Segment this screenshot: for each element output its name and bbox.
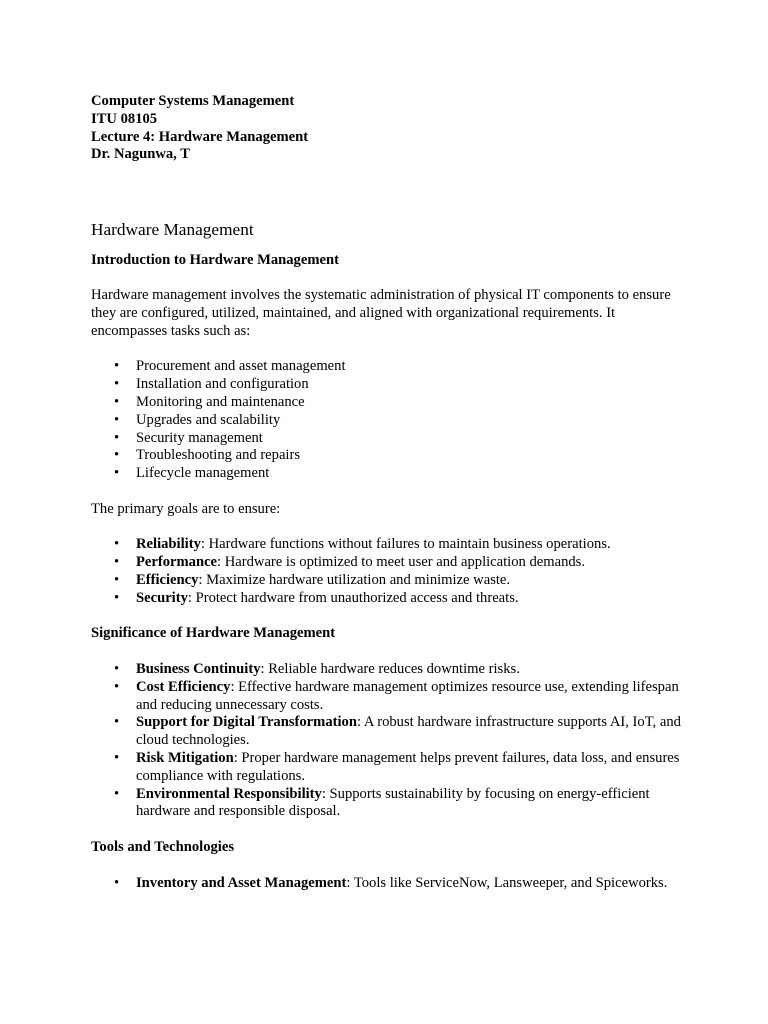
item-term: Risk Mitigation bbox=[136, 750, 234, 766]
list-item: • Lifecycle management bbox=[136, 465, 682, 483]
item-text: : Protect hardware from unauthorized access and threats. bbox=[187, 589, 519, 606]
list-item bbox=[136, 590, 682, 608]
document-title: Hardware Management bbox=[91, 220, 254, 240]
goals-lead: The primary goals are to ensure: bbox=[91, 500, 281, 517]
item-term: Reliability bbox=[136, 536, 201, 553]
item-term: Cost Efficiency bbox=[136, 678, 231, 695]
item-text: : Supports sustainability by focusing on energy-efficient hardware and responsible disposal. bbox=[136, 785, 650, 820]
intro-heading: Introduction to Hardware Management bbox=[91, 251, 339, 268]
list-item: • Monitoring and maintenance bbox=[136, 394, 682, 412]
list-item bbox=[136, 875, 682, 893]
list-item bbox=[136, 750, 682, 786]
item-text: : Effective hardware management optimizes resource use, extending lifespan and reducing unnecessary costs. bbox=[136, 678, 679, 713]
item-text: : Hardware functions without failures to maintain business operations. bbox=[200, 536, 611, 553]
item-term: Efficiency bbox=[136, 572, 199, 589]
tools-list bbox=[91, 875, 682, 893]
item-text: : Reliable hardware reduces downtime risks. bbox=[260, 661, 520, 678]
item-term: Inventory and Asset Management bbox=[136, 874, 347, 891]
tools-heading: Tools and Technologies bbox=[91, 838, 235, 855]
document-header bbox=[91, 93, 682, 164]
item-term: Support for Digital Transformation bbox=[136, 714, 357, 731]
goals-list bbox=[91, 536, 682, 607]
list-item bbox=[136, 661, 682, 679]
list-item bbox=[136, 714, 682, 750]
list-item bbox=[136, 536, 682, 554]
instructor-name: Dr. Nagunwa, T bbox=[91, 146, 190, 163]
list-item bbox=[136, 554, 682, 572]
course-name: Computer Systems Management bbox=[91, 93, 295, 109]
intro-paragraph: Hardware management involves the systematic administration of physical IT components to ensure they are configured, utilized, maintained, and aligned with organizational requirements. It encompasses tasks such as: bbox=[91, 287, 671, 339]
list-item bbox=[136, 572, 682, 590]
item-term: Performance bbox=[136, 554, 218, 571]
significance-heading: Significance of Hardware Management bbox=[91, 625, 336, 642]
list-item: • Security management bbox=[136, 430, 682, 448]
item-text: : Tools like ServiceNow, Lansweeper, and Spiceworks. bbox=[346, 874, 668, 891]
item-term: Security bbox=[136, 589, 188, 606]
item-text: : Maximize hardware utilization and minimize waste. bbox=[198, 572, 511, 589]
list-item bbox=[136, 786, 682, 822]
item-term: Business Continuity bbox=[136, 661, 261, 678]
significance-list bbox=[91, 661, 682, 821]
item-text: : Hardware is optimized to meet user and application demands. bbox=[217, 554, 586, 571]
lecture-title: Lecture 4: Hardware Management bbox=[91, 128, 309, 145]
item-text: : Proper hardware management helps prevent failures, data loss, and ensures compliance with regulations. bbox=[136, 750, 680, 784]
tasks-list bbox=[91, 358, 682, 483]
item-term: Environmental Responsibility bbox=[136, 785, 322, 802]
list-item: • Installation and configuration bbox=[136, 376, 682, 394]
course-code: ITU 08105 bbox=[91, 110, 158, 127]
list-item bbox=[136, 679, 682, 715]
list-item: • Troubleshooting and repairs bbox=[136, 447, 682, 465]
list-item: • Procurement and asset management bbox=[136, 358, 682, 376]
list-item: • Upgrades and scalability bbox=[136, 412, 682, 430]
item-text: : A robust hardware infrastructure supports AI, IoT, and cloud technologies. bbox=[136, 714, 681, 749]
